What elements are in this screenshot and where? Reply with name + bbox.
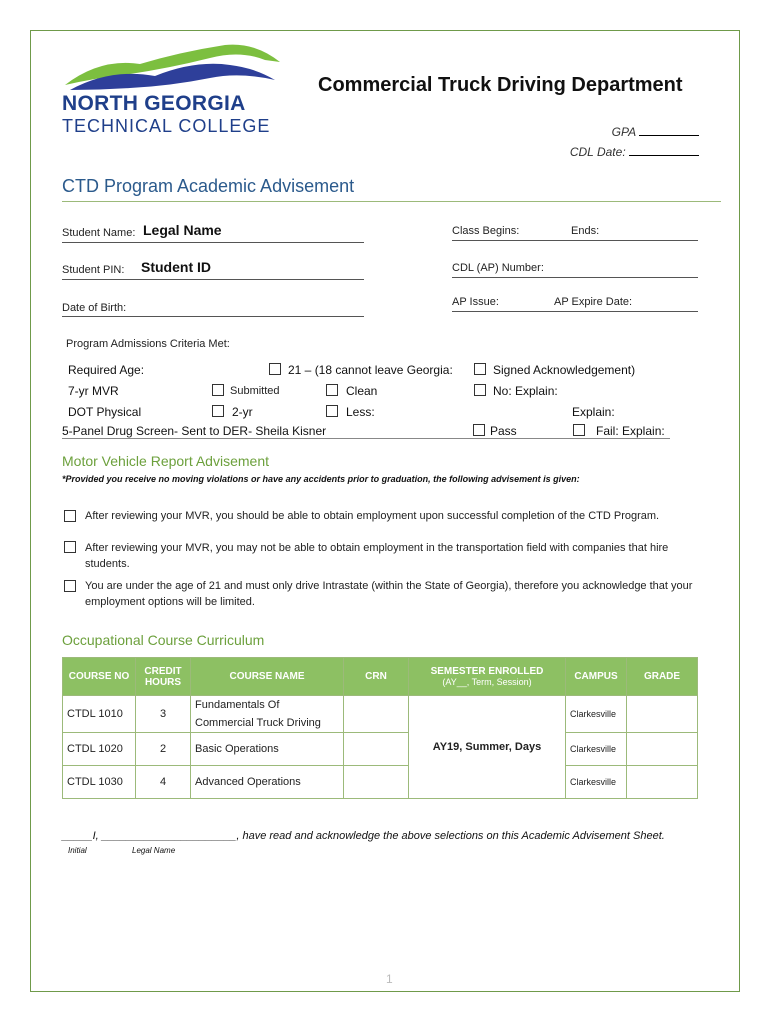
header-credit-line2: HOURS bbox=[144, 676, 182, 688]
initial-caption: Initial bbox=[68, 846, 87, 855]
pass-label: Pass bbox=[490, 424, 517, 438]
legal-name-caption: Legal Name bbox=[132, 846, 176, 855]
mvr-option-2-text: After reviewing your MVR, you may not be able to obtain employment in the transportation field with companies that hire students. bbox=[85, 542, 669, 570]
header-semester-sub: (AY__, Term, Session) bbox=[442, 677, 532, 687]
initial-blank[interactable]: _____ bbox=[62, 830, 93, 842]
mvr-option-1-text: After reviewing your MVR, you should be able to obtain employment upon successful completion of the CTD Program. bbox=[85, 510, 660, 522]
criteria-heading: Program Admissions Criteria Met: bbox=[66, 338, 230, 350]
acknowledgement-line[interactable] bbox=[62, 830, 665, 842]
mvr-advisement-heading: Motor Vehicle Report Advisement bbox=[62, 453, 269, 469]
curriculum-table bbox=[62, 657, 698, 799]
course-name-cell: Advanced Operations bbox=[191, 766, 344, 799]
i-label: I, bbox=[92, 830, 99, 842]
title-divider bbox=[62, 201, 721, 202]
gpa-blank[interactable] bbox=[639, 124, 699, 136]
student-name-line bbox=[62, 242, 364, 243]
dob-line[interactable] bbox=[62, 316, 364, 317]
grade-cell[interactable] bbox=[627, 733, 698, 766]
required-age-label: Required Age: bbox=[68, 363, 145, 377]
criteria-line bbox=[62, 438, 670, 439]
dob-label: Date of Birth: bbox=[62, 302, 127, 314]
class-dates-line[interactable] bbox=[452, 240, 698, 241]
credit-cell: 3 bbox=[136, 696, 191, 733]
dot-less-checkbox[interactable] bbox=[326, 405, 338, 417]
table-row bbox=[63, 766, 698, 799]
department-title: Commercial Truck Driving Department bbox=[318, 74, 683, 96]
header-grade: GRADE bbox=[627, 658, 698, 696]
class-begins-label: Class Begins: bbox=[452, 225, 520, 237]
course-name-line2: Commercial Truck Driving bbox=[195, 717, 321, 729]
mvr-label: 7-yr MVR bbox=[68, 384, 119, 398]
grade-cell[interactable] bbox=[627, 696, 698, 733]
mvr-option-1-checkbox[interactable] bbox=[64, 510, 76, 522]
mvr-submitted-checkbox[interactable] bbox=[212, 384, 224, 396]
mvr-option-3-checkbox[interactable] bbox=[64, 580, 76, 592]
dot-label: DOT Physical bbox=[68, 405, 142, 419]
cdl-ap-label: CDL (AP) Number: bbox=[452, 262, 544, 274]
header-campus: CAMPUS bbox=[566, 658, 627, 696]
header-crn: CRN bbox=[344, 658, 409, 696]
header-credit-hours bbox=[136, 658, 191, 696]
header-credit-line1: CREDIT bbox=[144, 665, 182, 677]
course-name-cell: Basic Operations bbox=[191, 733, 344, 766]
ap-expire-label: AP Expire Date: bbox=[554, 296, 633, 308]
drug-fail-checkbox[interactable] bbox=[573, 424, 585, 436]
cdl-date-field[interactable] bbox=[570, 144, 699, 159]
table-row bbox=[63, 733, 698, 766]
cdl-ap-line[interactable] bbox=[452, 277, 698, 278]
student-pin-line bbox=[62, 279, 364, 280]
drug-pass-checkbox[interactable] bbox=[473, 424, 485, 436]
curriculum-heading: Occupational Course Curriculum bbox=[62, 632, 265, 648]
mvr-option-3-text: You are under the age of 21 and must only drive Intrastate (within the State of Georgia), therefore you acknowledge that your employment options will be limited. bbox=[85, 580, 693, 608]
page-number: 1 bbox=[386, 972, 393, 986]
two-yr-label: 2-yr bbox=[232, 405, 253, 419]
age-21-checkbox[interactable] bbox=[269, 363, 281, 375]
mvr-clean-checkbox[interactable] bbox=[326, 384, 338, 396]
acknowledgement-text: , have read and acknowledge the above selections on this Academic Advisement Sheet. bbox=[236, 830, 665, 842]
crn-cell[interactable] bbox=[344, 696, 409, 733]
mvr-option-2-checkbox[interactable] bbox=[64, 541, 76, 553]
drug-screen-label: 5-Panel Drug Screen- Sent to DER- Sheila Kisner bbox=[62, 424, 327, 438]
dot-2yr-checkbox[interactable] bbox=[212, 405, 224, 417]
ap-issue-label: AP Issue: bbox=[452, 296, 499, 308]
signed-ack-label: Signed Acknowledgement) bbox=[493, 363, 636, 377]
header-course-name: COURSE NAME bbox=[191, 658, 344, 696]
legal-name-blank[interactable]: ______________________ bbox=[101, 830, 237, 842]
credit-cell: 4 bbox=[136, 766, 191, 799]
semester-cell: AY19, Summer, Days bbox=[409, 696, 566, 799]
course-no-cell: CTDL 1010 bbox=[63, 696, 136, 733]
crn-cell[interactable] bbox=[344, 733, 409, 766]
gpa-label: GPA bbox=[611, 125, 636, 139]
crn-cell[interactable] bbox=[344, 766, 409, 799]
course-name-cell bbox=[191, 696, 344, 733]
signed-ack-checkbox[interactable] bbox=[474, 363, 486, 375]
student-name-value[interactable]: Legal Name bbox=[143, 222, 222, 238]
gpa-field[interactable] bbox=[612, 124, 699, 139]
ap-dates-line[interactable] bbox=[452, 311, 698, 312]
credit-cell: 2 bbox=[136, 733, 191, 766]
less-label: Less: bbox=[346, 405, 375, 419]
course-no-cell: CTDL 1020 bbox=[63, 733, 136, 766]
ends-label: Ends: bbox=[571, 225, 600, 237]
cdl-date-label: CDL Date: bbox=[569, 145, 626, 159]
header-semester-label: SEMESTER ENROLLED bbox=[430, 666, 544, 677]
no-explain-label: No: Explain: bbox=[493, 384, 558, 398]
student-pin-value[interactable]: Student ID bbox=[141, 259, 211, 275]
submitted-label: Submitted bbox=[230, 385, 280, 397]
mvr-advisement-note: *Provided you receive no moving violations or have any accidents prior to graduation, the following advisement is given: bbox=[62, 474, 580, 484]
student-name-label: Student Name: bbox=[62, 227, 136, 239]
logo-text-line1: NORTH GEORGIA bbox=[62, 92, 246, 115]
course-name-line1: Fundamentals Of bbox=[195, 699, 280, 711]
clean-label: Clean bbox=[346, 384, 378, 398]
cdl-date-blank[interactable] bbox=[629, 144, 699, 156]
course-no-cell: CTDL 1030 bbox=[63, 766, 136, 799]
table-header-row bbox=[63, 658, 698, 696]
campus-cell: Clarkesville bbox=[566, 733, 627, 766]
campus-cell: Clarkesville bbox=[566, 696, 627, 733]
header-semester bbox=[409, 658, 566, 696]
mvr-no-checkbox[interactable] bbox=[474, 384, 486, 396]
campus-cell: Clarkesville bbox=[566, 766, 627, 799]
student-pin-label: Student PIN: bbox=[62, 264, 125, 276]
logo-text-line2: TECHNICAL COLLEGE bbox=[62, 116, 271, 136]
age-option-label: 21 – (18 cannot leave Georgia: bbox=[288, 363, 453, 377]
form-title: CTD Program Academic Advisement bbox=[62, 176, 355, 196]
fail-label: Fail: Explain: bbox=[596, 424, 665, 438]
header-course-no: COURSE NO bbox=[63, 658, 136, 696]
grade-cell[interactable] bbox=[627, 766, 698, 799]
table-row bbox=[63, 696, 698, 733]
dot-explain-label: Explain: bbox=[572, 405, 615, 419]
